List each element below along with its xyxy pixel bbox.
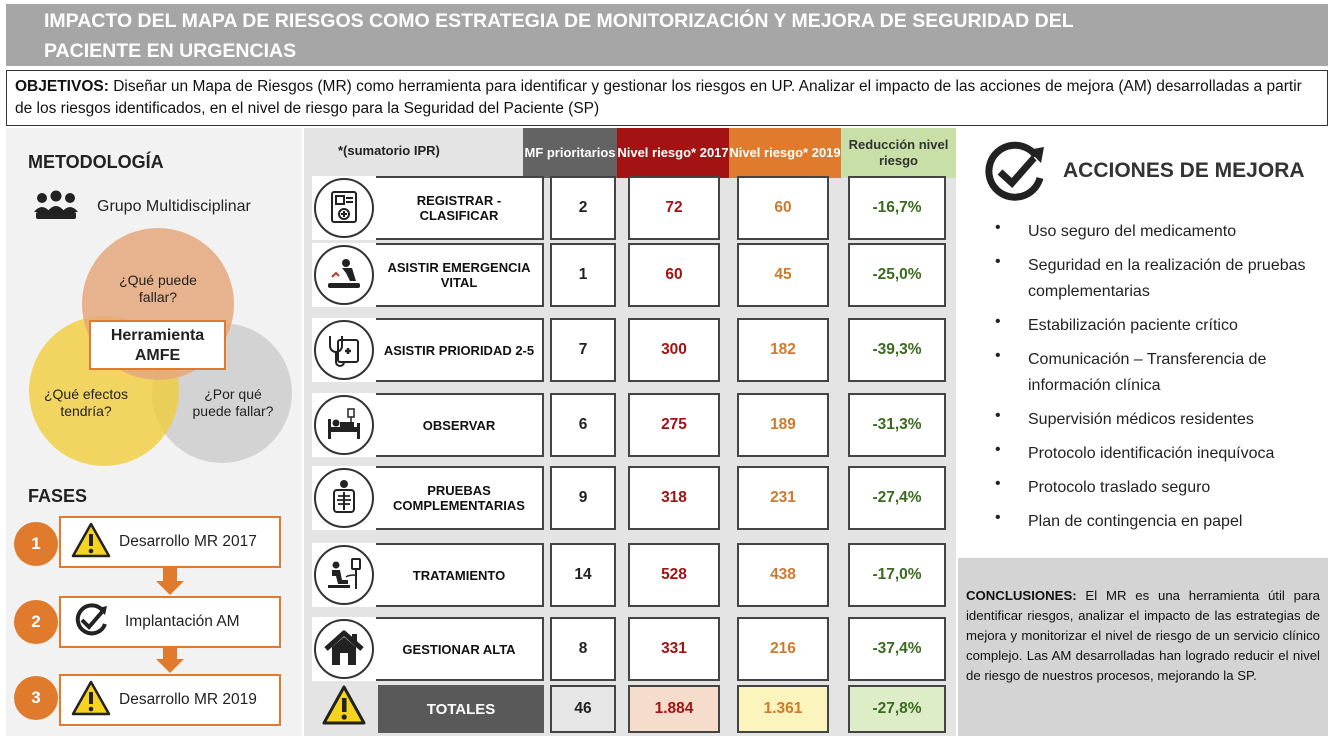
process-name: PRUEBAS COMPLEMENTARIAS <box>376 466 544 530</box>
action-item <box>995 253 1325 305</box>
action-text: Comunicación – Transferencia de información clínica <box>1028 351 1267 394</box>
house-icon <box>314 619 374 679</box>
process-name: GESTIONAR ALTA <box>376 617 544 681</box>
action-item <box>995 219 1325 245</box>
stethoscope-icon <box>314 320 374 380</box>
warning-icon <box>322 685 366 730</box>
total-risk-2017: 1.884 <box>628 685 720 733</box>
action-text: Seguridad en la realización de pruebas complementarias <box>1028 257 1306 300</box>
total-risk-2019: 1.361 <box>737 685 829 733</box>
venn-center-tool: Herramienta AMFE <box>89 320 226 370</box>
bullet: • <box>995 219 1001 236</box>
cell-mf: 7 <box>550 318 616 382</box>
warning-icon <box>71 522 111 563</box>
total-mf: 46 <box>550 685 616 733</box>
check-cycle-icon <box>980 140 1050 207</box>
phase-arrow-1-icon <box>156 581 184 595</box>
cell-mf: 6 <box>550 393 616 457</box>
warning-icon <box>71 680 111 721</box>
page-header <box>6 4 1328 66</box>
cell-reduction: -25,0% <box>848 243 946 307</box>
conclusions-text: El MR es una herramienta útil para identificar riesgos, analizar el impacto de las estrategias de mejora y monitorizar el nivel de riesgo de un servicio clínico complejo. Las AM desarrolladas han logrado reducir el nivel de riesgo de nuestros procesos, mejorando la SP. <box>966 588 1320 683</box>
action-text: Supervisión médicos residentes <box>1028 411 1254 428</box>
action-item <box>995 313 1325 339</box>
registration-icon <box>314 178 374 238</box>
cell-risk-2017: 318 <box>628 466 720 530</box>
iv-drip-icon <box>314 545 374 605</box>
phase-1-box <box>59 516 281 568</box>
header-mf-prioritarios: MF prioritarios <box>523 128 617 178</box>
objectives-text: Diseñar un Mapa de Riesgos (MR) como herramienta para identificar y gestionar los riesgos en UP. Analizar el impacto de las acciones de mejora (AM) desarrolladas a partir de los riesgos identificados, en el nivel de riesgo para la Seguridad del Paciente (SP) <box>15 78 1302 117</box>
bullet: • <box>995 313 1001 330</box>
totals-label: TOTALES <box>378 685 544 733</box>
phase-1-number: 1 <box>14 522 58 566</box>
action-item <box>995 509 1325 535</box>
cell-mf: 1 <box>550 243 616 307</box>
conclusions-label: CONCLUSIONES: <box>966 588 1077 603</box>
phase-1-label: Desarrollo MR 2017 <box>119 533 257 550</box>
header-risk-2017: Nivel riesgo* 2017 <box>617 128 729 178</box>
group-icon <box>32 190 80 229</box>
cell-mf: 8 <box>550 617 616 681</box>
cell-reduction: -27,4% <box>848 466 946 530</box>
action-text: Protocolo identificación inequívoca <box>1028 445 1275 462</box>
phase-3-number: 3 <box>14 676 58 720</box>
cell-mf: 9 <box>550 466 616 530</box>
process-name: ASISTIR EMERGENCIA VITAL <box>376 243 544 307</box>
cell-mf: 2 <box>550 176 616 240</box>
phase-2-box <box>59 596 281 648</box>
cell-reduction: -37,4% <box>848 617 946 681</box>
bullet: • <box>995 253 1001 270</box>
cell-risk-2019: 231 <box>737 466 829 530</box>
bullet: • <box>995 475 1001 492</box>
cell-risk-2019: 216 <box>737 617 829 681</box>
objectives-box <box>6 70 1328 126</box>
phase-arrow-1-stem <box>163 568 177 582</box>
action-item <box>995 347 1325 399</box>
cell-reduction: -39,3% <box>848 318 946 382</box>
bullet: • <box>995 509 1001 526</box>
total-reduction: -27,8% <box>848 685 946 733</box>
cell-mf: 14 <box>550 543 616 607</box>
phases-title: FASES <box>28 486 88 506</box>
phase-2-number: 2 <box>14 600 58 644</box>
action-item <box>995 407 1325 433</box>
header-risk-2019: Nivel riesgo* 2019 <box>729 128 841 178</box>
cell-reduction: -17,0% <box>848 543 946 607</box>
process-name: REGISTRAR - CLASIFICAR <box>376 176 544 240</box>
phase-3-label: Desarrollo MR 2019 <box>119 691 257 708</box>
header-reduction: Reducción nivel riesgo <box>841 128 956 178</box>
venn-left-text: ¿Qué efectos tendría? <box>43 386 129 419</box>
objectives-label: OBJETIVOS: <box>15 78 109 95</box>
cell-reduction: -31,3% <box>848 393 946 457</box>
actions-title: ACCIONES DE MEJORA <box>1063 159 1305 182</box>
check-cycle-icon <box>71 602 111 643</box>
cpr-icon <box>314 245 374 305</box>
action-text: Plan de contingencia en papel <box>1028 513 1243 530</box>
venn-right-text: ¿Por qué puede fallar? <box>192 386 274 419</box>
process-name: TRATAMIENTO <box>376 543 544 607</box>
cell-risk-2017: 72 <box>628 176 720 240</box>
action-item <box>995 441 1325 467</box>
bullet: • <box>995 407 1001 424</box>
action-text: Uso seguro del medicamento <box>1028 223 1237 240</box>
cell-risk-2019: 45 <box>737 243 829 307</box>
cell-risk-2017: 60 <box>628 243 720 307</box>
phase-2-label: Implantación AM <box>125 613 240 630</box>
phase-3-box <box>59 674 281 726</box>
cell-reduction: -16,7% <box>848 176 946 240</box>
xray-icon <box>314 468 374 528</box>
cell-risk-2019: 60 <box>737 176 829 240</box>
hospital-bed-icon <box>314 395 374 455</box>
group-label: Grupo Multidisciplinar <box>97 198 251 215</box>
cell-risk-2019: 182 <box>737 318 829 382</box>
cell-risk-2019: 189 <box>737 393 829 457</box>
methodology-title: METODOLOGÍA <box>28 152 164 172</box>
conclusions-box <box>958 558 1328 736</box>
cell-risk-2017: 300 <box>628 318 720 382</box>
action-text: Protocolo traslado seguro <box>1028 479 1211 496</box>
cell-risk-2017: 331 <box>628 617 720 681</box>
ipr-note: *(sumatorio IPR) <box>338 143 440 158</box>
phase-arrow-2-icon <box>156 659 184 673</box>
cell-risk-2017: 528 <box>628 543 720 607</box>
action-item <box>995 475 1325 501</box>
bullet: • <box>995 441 1001 458</box>
process-name: ASISTIR PRIORIDAD 2-5 <box>376 318 544 382</box>
cell-risk-2019: 438 <box>737 543 829 607</box>
process-name: OBSERVAR <box>376 393 544 457</box>
action-text: Estabilización paciente crítico <box>1028 317 1238 334</box>
bullet: • <box>995 347 1001 364</box>
title-line-2: PACIENTE EN URGENCIAS <box>44 40 297 62</box>
venn-top-text: ¿Qué puede fallar? <box>119 272 197 305</box>
title-line-1: IMPACTO DEL MAPA DE RIESGOS COMO ESTRATEGIA DE MONITORIZACIÓN Y MEJORA DE SEGURIDAD DEL <box>44 10 1074 32</box>
cell-risk-2017: 275 <box>628 393 720 457</box>
